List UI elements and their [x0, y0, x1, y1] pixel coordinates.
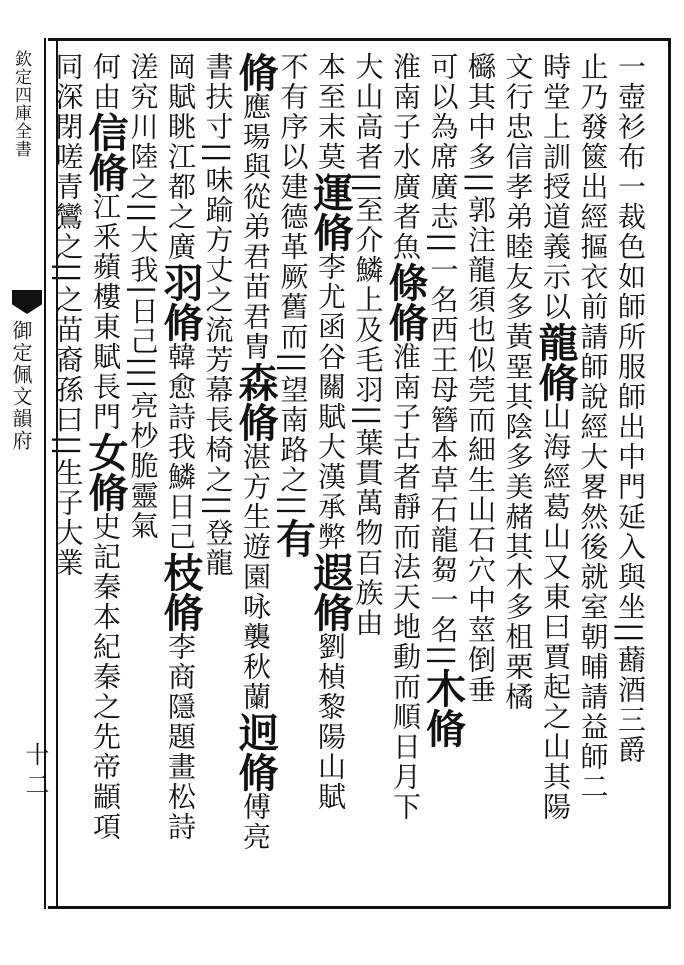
text-run: 登龍	[201, 517, 235, 578]
text-column	[82, 52, 129, 842]
text-run: 江釆蘋樓東賦長門	[89, 192, 122, 432]
text-run: 以建德革厥舊而||	[276, 142, 310, 375]
text-run: 深閉嗟青鸞之||	[51, 82, 85, 285]
headword: 遐脩	[307, 552, 354, 632]
text-run: 文行忠信孝弟睦友	[501, 52, 535, 292]
text-run: 李商隱題畫松詩	[164, 632, 197, 842]
text-column	[50, 52, 86, 578]
text-run: 本至末莫	[314, 52, 347, 172]
text-column	[232, 52, 279, 852]
text-run: 同	[51, 52, 85, 82]
text-run: 李尤函谷關賦大漢承弊	[314, 252, 347, 552]
headword: 枝脩	[157, 552, 204, 632]
text-column	[382, 52, 429, 822]
headword: 羽脩	[157, 262, 204, 342]
right-border	[668, 38, 671, 909]
headword: 龍脩	[532, 322, 579, 402]
text-run: 淮南子古者靜而法天地動而順日月下	[389, 342, 422, 822]
text-column	[462, 52, 498, 705]
text-run: 岡賦眺江都之廣	[164, 52, 197, 262]
text-column	[269, 52, 317, 558]
text-run: 湛方生遊園咏襲秋蘭	[239, 442, 272, 712]
headword: 信脩	[82, 112, 129, 192]
text-run: 一壺衫布一裁色如師所服師出中門延入與坐||蘛酒三爵	[614, 52, 647, 765]
bottom-border	[48, 906, 670, 909]
text-run: 時堂上訓授道義示以	[539, 52, 572, 322]
text-run: 韓愈詩我鱗日己	[164, 342, 197, 552]
margin-series-title: 欽定四庫全書	[11, 50, 31, 158]
headword: 森脩	[232, 362, 279, 442]
text-run: 大我|日己|	[126, 224, 160, 368]
text-column	[157, 52, 204, 842]
fish-tail-mark	[12, 290, 42, 314]
text-run: 多黃堊其陰多美赭其木多柤栗橘	[501, 292, 535, 712]
text-run: 可以為席廣志||一名西王母簪本草石龍芻一名||	[426, 52, 460, 668]
text-run: 書扶寸||味踰方丈	[201, 52, 235, 285]
text-column	[575, 52, 611, 802]
text-run: 史記秦本紀秦之先帝顓項	[89, 512, 122, 842]
text-run: 山海經葛山又東曰賈起之山其陽	[539, 402, 572, 822]
text-column	[612, 52, 648, 765]
text-run: 淮南子水廣者魚	[389, 52, 422, 262]
headword: 木脩	[419, 667, 467, 748]
headword: 條脩	[382, 262, 429, 342]
text-run: 傅亮	[239, 792, 272, 852]
text-run: 之苗裔孫曰||生子大業	[51, 284, 85, 578]
text-column	[532, 52, 579, 822]
text-run: 望南路之||	[276, 374, 310, 518]
page-number: 十二	[21, 742, 49, 802]
text-run: 至介鱗上及毛羽||葉貫萬物百族由	[351, 194, 385, 638]
top-border	[48, 38, 670, 41]
headword: 有	[269, 517, 317, 558]
text-run: ||亮杪脆靈氣	[126, 367, 160, 541]
text-column	[419, 52, 467, 748]
text-run: 止乃發篋出經摳衣前請師說經大畧然後就室朝晡請益師二	[576, 52, 610, 802]
headword: 女脩	[82, 432, 129, 512]
text-run: 溠究川陸之||	[126, 52, 160, 225]
text-run: 櫾其中多||郭注龍須也似莞而細生山石穴中莖倒垂	[464, 52, 497, 705]
text-run: 不有序	[276, 52, 310, 142]
text-column	[350, 52, 386, 638]
text-run: 劉楨黎陽山賦	[314, 632, 347, 812]
text-column	[500, 52, 536, 712]
text-run: 應瑒與從弟君苗君冑	[239, 92, 272, 362]
text-run: 之流芳幕長椅之||	[201, 284, 235, 518]
text-run: 何由	[89, 52, 122, 112]
text-run: 大山高者||	[351, 52, 385, 195]
headword: 運脩	[307, 172, 354, 252]
text-column	[125, 52, 161, 541]
headword: 脩	[232, 52, 279, 92]
text-column	[200, 52, 236, 578]
headword: 迥脩	[232, 712, 279, 792]
text-column	[307, 52, 354, 812]
margin-book-title: 御定佩文韻府	[9, 320, 33, 452]
